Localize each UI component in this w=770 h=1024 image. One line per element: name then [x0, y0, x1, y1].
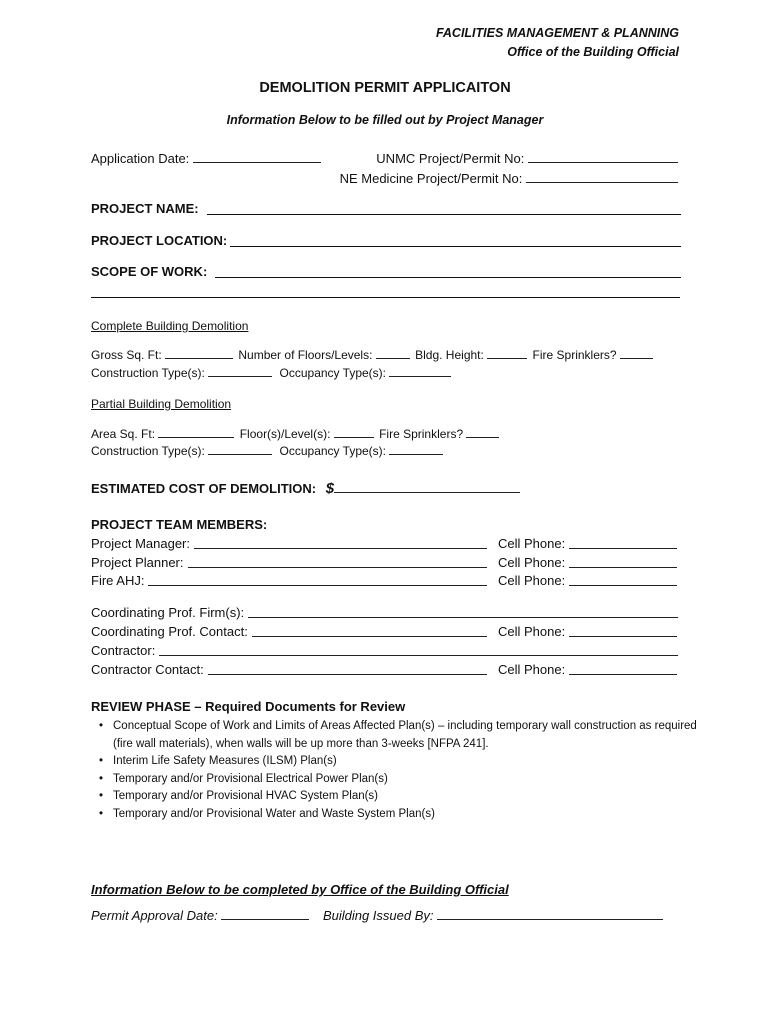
contractor-cell-row [498, 662, 677, 677]
application-date-label: Application Date: [91, 151, 190, 166]
prof-contact-cell-label: Cell Phone: [498, 624, 566, 639]
ne-permit-row [340, 170, 678, 186]
contractor-contact-row [91, 662, 487, 677]
ahj-cell-label: Cell Phone: [498, 573, 566, 588]
scope-of-work-field[interactable] [215, 264, 681, 278]
complete-construction-label: Construction Type(s): [91, 366, 205, 380]
partial-sprinklers-field[interactable] [466, 425, 499, 438]
unmc-permit-field[interactable] [528, 150, 678, 163]
unmc-permit-label: UNMC Project/Permit No: [376, 151, 525, 166]
partial-occupancy-label: Occupancy Type(s): [279, 444, 387, 458]
currency-symbol: $ [325, 480, 335, 497]
partial-floor-label: Floor(s)/Level(s): [239, 427, 331, 441]
complete-occupancy-label: Occupancy Type(s): [279, 366, 387, 380]
planner-row [91, 555, 487, 570]
prof-contact-cell-row [498, 624, 677, 639]
scope-of-work-row [91, 264, 681, 279]
unmc-permit-row [376, 150, 678, 166]
prof-contact-row [91, 624, 487, 639]
approval-date-field[interactable] [221, 907, 309, 920]
official-heading: Information Below to be completed by Office of the Building Official [91, 882, 509, 897]
firms-field[interactable] [248, 605, 678, 618]
approval-date-label: Permit Approval Date: [91, 908, 218, 923]
estimated-cost-label: ESTIMATED COST OF DEMOLITION: [91, 481, 317, 496]
list-item: • Temporary and/or Provisional Water and Waste System Plan(s) [113, 806, 703, 824]
contractor-field[interactable] [159, 643, 678, 656]
manager-label: Project Manager: [91, 536, 190, 551]
application-date-row [91, 150, 321, 166]
gross-sqft-field[interactable] [165, 346, 233, 359]
ahj-row [91, 573, 487, 588]
complete-gross-row [91, 346, 653, 362]
manager-cell-label: Cell Phone: [498, 536, 566, 551]
partial-floor-field[interactable] [334, 425, 374, 438]
planner-cell-row [498, 555, 677, 570]
project-name-label: PROJECT NAME: [91, 201, 199, 216]
form-subtitle: Information Below to be filled out by Project Manager [226, 113, 544, 127]
prof-contact-label: Coordinating Prof. Contact: [91, 624, 248, 639]
scope-of-work-label: SCOPE OF WORK: [91, 264, 208, 279]
scope-of-work-line-2[interactable] [91, 297, 680, 298]
ahj-label: Fire AHJ: [91, 573, 145, 588]
prof-contact-cell-field[interactable] [569, 624, 677, 637]
required-documents-list [91, 718, 703, 823]
department-name: FACILITIES MANAGEMENT & PLANNING [435, 26, 679, 40]
planner-label: Project Planner: [91, 555, 184, 570]
list-item: • Conceptual Scope of Work and Limits of Areas Affected Plan(s) – including temporary wall construction as required (fire wall materials), when walls will be up more than 3-weeks [NFPA 241]. [113, 718, 703, 753]
partial-construction-row [91, 442, 443, 458]
manager-field[interactable] [194, 536, 487, 549]
complete-sprinklers-label: Fire Sprinklers? [532, 348, 617, 362]
prof-contact-field[interactable] [252, 624, 487, 637]
ne-permit-field[interactable] [526, 170, 678, 183]
contractor-cell-label: Cell Phone: [498, 662, 566, 677]
project-name-field[interactable] [207, 201, 681, 215]
partial-area-row [91, 425, 499, 441]
partial-occupancy-field[interactable] [389, 442, 443, 455]
complete-demolition-heading: Complete Building Demolition [91, 319, 249, 333]
project-location-row [91, 233, 681, 248]
contractor-row [91, 643, 678, 658]
team-heading: PROJECT TEAM MEMBERS: [91, 517, 268, 532]
estimated-cost-row [91, 480, 520, 497]
issued-by-field[interactable] [437, 907, 663, 920]
complete-construction-row [91, 364, 451, 380]
contractor-contact-label: Contractor Contact: [91, 662, 204, 677]
planner-cell-label: Cell Phone: [498, 555, 566, 570]
list-item: • Temporary and/or Provisional Electrical Power Plan(s) [113, 771, 703, 789]
partial-demolition-heading: Partial Building Demolition [91, 397, 232, 411]
estimated-cost-field[interactable] [334, 480, 520, 493]
contractor-cell-field[interactable] [569, 662, 677, 675]
manager-row [91, 536, 487, 551]
gross-sqft-label: Gross Sq. Ft: [91, 348, 162, 362]
planner-field[interactable] [188, 555, 488, 568]
ahj-field[interactable] [148, 573, 487, 586]
ahj-cell-field[interactable] [569, 573, 677, 586]
project-name-row [91, 201, 681, 216]
partial-construction-field[interactable] [208, 442, 272, 455]
application-date-field[interactable] [193, 150, 321, 163]
partial-construction-label: Construction Type(s): [91, 444, 205, 458]
area-sqft-label: Area Sq. Ft: [91, 427, 156, 441]
project-location-field[interactable] [230, 233, 681, 247]
office-name: Office of the Building Official [507, 45, 679, 59]
complete-occupancy-field[interactable] [389, 364, 451, 377]
firms-label: Coordinating Prof. Firm(s): [91, 605, 245, 620]
floors-field[interactable] [376, 346, 410, 359]
ahj-cell-row [498, 573, 677, 588]
manager-cell-field[interactable] [569, 536, 677, 549]
official-row [91, 907, 663, 923]
bldg-height-label: Bldg. Height: [415, 348, 484, 362]
list-item: • Temporary and/or Provisional HVAC System Plan(s) [113, 788, 703, 806]
review-heading: REVIEW PHASE – Required Documents for Review [91, 699, 406, 714]
manager-cell-row [498, 536, 677, 551]
firms-row [91, 605, 678, 620]
area-sqft-field[interactable] [158, 425, 234, 438]
list-item: • Interim Life Safety Measures (ILSM) Plan(s) [113, 753, 703, 771]
contractor-label: Contractor: [91, 643, 156, 658]
partial-sprinklers-label: Fire Sprinklers? [379, 427, 464, 441]
contractor-contact-field[interactable] [208, 662, 487, 675]
project-location-label: PROJECT LOCATION: [91, 233, 228, 248]
complete-sprinklers-field[interactable] [620, 346, 653, 359]
issued-by-label: Building Issued By: [322, 908, 434, 923]
bldg-height-field[interactable] [487, 346, 527, 359]
ne-permit-label: NE Medicine Project/Permit No: [339, 171, 523, 186]
form-title: DEMOLITION PERMIT APPLICAITON [259, 80, 511, 96]
complete-construction-field[interactable] [208, 364, 272, 377]
floors-label: Number of Floors/Levels: [238, 348, 373, 362]
planner-cell-field[interactable] [569, 555, 677, 568]
